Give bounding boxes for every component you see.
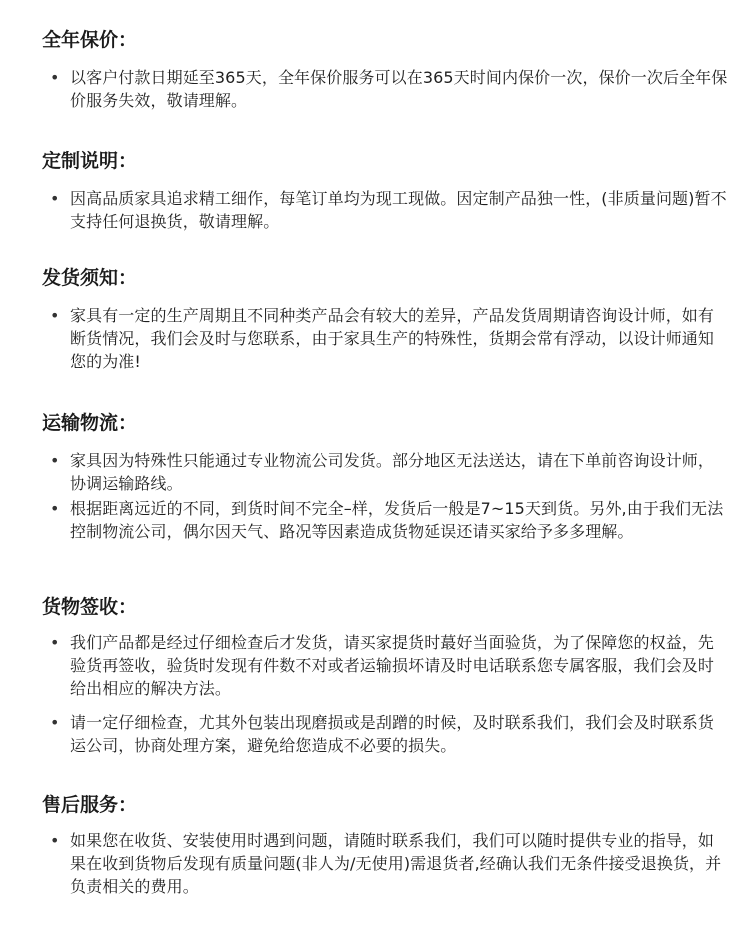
item-text: 家具因为特殊性只能通过专业物流公司发货。部分地区无法送达，请在下单前咨询设计师，协调运输路线。 bbox=[70, 451, 715, 493]
section-heading: 运输物流： bbox=[42, 412, 138, 434]
section-heading: 售后服务： bbox=[42, 794, 138, 816]
section-heading: 发货须知： bbox=[42, 267, 138, 289]
bullet-icon: • bbox=[50, 499, 60, 518]
item-text: 我们产品都是经过仔细检查后才发货，请买家提货时蕞好当面验货，为了保障您的权益，先验货再签收，验货时发现有件数不对或者运输损坏请及时电话联系您专属客服，我们会及时给出相应的解决方法。 bbox=[70, 633, 715, 698]
section-heading: 全年保价： bbox=[42, 29, 138, 51]
bullet-icon: • bbox=[50, 189, 60, 208]
section-heading: 货物签收： bbox=[42, 596, 138, 618]
item-text: 因高品质家具追求精工细作，每笔订单均为现工现做。因定制产品独一性，(非质量问题)暂不支持任何退换货，敬请理解。 bbox=[70, 189, 727, 231]
item-text: 请一定仔细检查，尤其外包装出现磨损或是刮蹭的时候，及时联系我们，我们会及时联系货运公司，协商处理方案，避免给您造成不必要的损失。 bbox=[70, 713, 715, 755]
bullet-icon: • bbox=[50, 451, 60, 470]
item-text: 家具有一定的生产周期且不同种类产品会有较大的差异，产品发货周期请咨询设计师，如有断货情况，我们会及时与您联系，由于家具生产的特殊性，货期会常有浮动，以设计师通知您的为准! bbox=[70, 306, 715, 371]
bullet-icon: • bbox=[50, 831, 60, 850]
item-text: 如果您在收货、安装使用时遇到问题，请随时联系我们，我们可以随时提供专业的指导，如果在收到货物后发现有质量问题(非人为/无使用)需退货者,经确认我们无条件接受退换货，并负责相关的费用。 bbox=[70, 831, 722, 896]
item-text: 以客户付款日期延至365天，全年保价服务可以在365天时间内保价一次，保价一次后全年保价服务失效，敬请理解。 bbox=[70, 68, 728, 110]
item-text: 根据距离远近的不同，到货时间不完全–样，发货后一般是7~15天到货。另外,由于我们无法控制物流公司，偶尔因天气、路况等因素造成货物延误还请买家给予多多理解。 bbox=[70, 499, 724, 541]
bullet-icon: • bbox=[50, 306, 60, 325]
bullet-icon: • bbox=[50, 633, 60, 652]
section-heading: 定制说明： bbox=[42, 150, 138, 172]
bullet-icon: • bbox=[50, 68, 60, 87]
bullet-icon: • bbox=[50, 713, 60, 732]
